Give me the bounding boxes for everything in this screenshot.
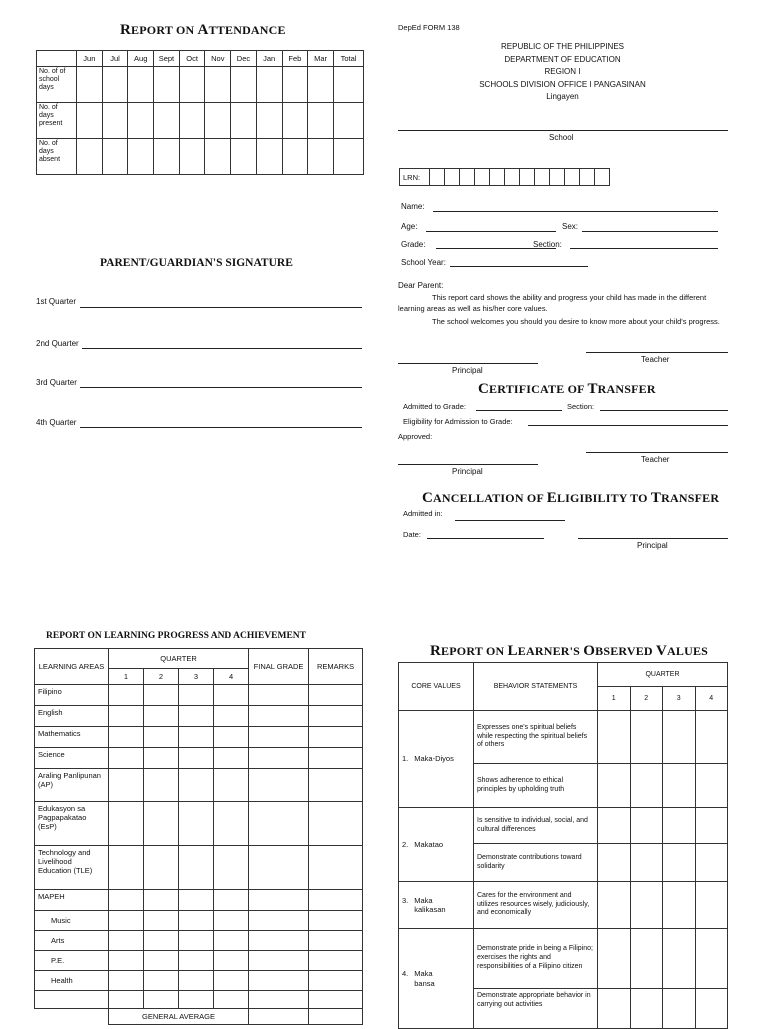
lrn-digit-box[interactable] <box>460 169 475 186</box>
cert-teacher-line[interactable] <box>586 452 728 453</box>
grade-cell[interactable] <box>109 846 144 890</box>
ov-quarter-number: 4 <box>695 687 728 711</box>
grade-cell[interactable] <box>214 685 249 706</box>
behavior-statement: Demonstrate appropriate behavior in carrying out activities <box>474 989 598 1029</box>
month-header: Dec <box>231 51 257 67</box>
grade-cell[interactable] <box>179 769 214 802</box>
admitted-grade-field[interactable] <box>476 410 562 411</box>
lrn-digit-box[interactable] <box>505 169 520 186</box>
quarter-label: 4th Quarter <box>36 418 77 427</box>
teacher-signature-line[interactable] <box>586 352 728 353</box>
remarks-cell[interactable] <box>309 911 363 931</box>
final-grade-cell[interactable] <box>249 685 309 706</box>
month-header: Feb <box>282 51 308 67</box>
grade-cell[interactable] <box>109 931 144 951</box>
principal-label: Principal <box>452 366 483 375</box>
core-value-cell: 1. Maka-Diyos <box>399 711 474 808</box>
quarter-number: 2 <box>144 669 179 685</box>
grade-cell[interactable] <box>109 991 144 1009</box>
school-header <box>430 41 695 104</box>
admitted-in-label: Admitted in: <box>403 509 443 518</box>
lrn-digit-box[interactable] <box>595 169 610 186</box>
attendance-corner-cell <box>37 51 77 67</box>
sex-field[interactable] <box>582 231 718 232</box>
rating-cell[interactable] <box>598 929 631 989</box>
behavior-row <box>399 929 728 989</box>
final-grade-cell[interactable] <box>249 991 309 1009</box>
grade-cell[interactable] <box>179 685 214 706</box>
grade-cell[interactable] <box>179 931 214 951</box>
total-header: Total <box>334 51 364 67</box>
section-label: Section: <box>533 240 562 249</box>
grade-cell[interactable] <box>179 991 214 1009</box>
lrn-digit-box[interactable] <box>445 169 460 186</box>
attendance-cell[interactable] <box>128 103 154 139</box>
month-header: Jul <box>102 51 128 67</box>
attendance-cell[interactable] <box>205 103 231 139</box>
date-field[interactable] <box>427 538 544 539</box>
learning-areas-header: LEARNING AREAS <box>35 649 109 685</box>
attendance-row <box>37 103 364 139</box>
subject-name: Filipino <box>35 685 109 706</box>
attendance-row <box>37 67 364 103</box>
grade-cell[interactable] <box>109 911 144 931</box>
remarks-cell[interactable] <box>309 802 363 846</box>
core-value-cell: 4. Maka bansa <box>399 929 474 1029</box>
cert-teacher-label: Teacher <box>641 455 670 464</box>
rating-cell[interactable] <box>663 989 696 1029</box>
rating-cell[interactable] <box>630 989 663 1029</box>
grade-cell[interactable] <box>179 802 214 846</box>
grade-cell[interactable] <box>144 911 179 931</box>
lrn-digit-box[interactable] <box>580 169 595 186</box>
grade-cell[interactable] <box>144 748 179 769</box>
learning-progress-table <box>34 648 363 1025</box>
lrn-digit-box[interactable] <box>490 169 505 186</box>
final-grade-cell[interactable] <box>249 951 309 971</box>
cert-section-field[interactable] <box>600 410 728 411</box>
school-year-field[interactable] <box>450 266 588 267</box>
certificate-title: CERTIFICATE OF TRANSFER <box>478 381 656 397</box>
rating-cell[interactable] <box>663 808 696 844</box>
grade-cell[interactable] <box>214 890 249 911</box>
attendance-cell[interactable] <box>128 139 154 175</box>
final-grade-cell[interactable] <box>249 911 309 931</box>
grade-cell[interactable] <box>144 685 179 706</box>
subject-name: Edukasyon sa Pagpapakatao (EsP) <box>35 802 109 846</box>
subject-row <box>35 971 363 991</box>
observed-values-title: REPORT ON LEARNER'S OBSERVED VALUES <box>430 643 709 659</box>
subject-name: P.E. <box>35 951 109 971</box>
attendance-cell[interactable] <box>205 67 231 103</box>
final-grade-cell[interactable] <box>249 931 309 951</box>
blank-cell <box>35 991 109 1009</box>
behavior-statement: Expresses one's spiritual beliefs while respecting the spiritual beliefs of others <box>474 711 598 764</box>
admitted-grade-label: Admitted to Grade: <box>403 402 466 411</box>
final-grade-cell[interactable] <box>249 769 309 802</box>
rating-cell[interactable] <box>630 882 663 929</box>
grade-cell[interactable] <box>214 706 249 727</box>
attendance-cell[interactable] <box>77 103 103 139</box>
school-year-label: School Year: <box>401 258 446 267</box>
attendance-cell[interactable] <box>256 67 282 103</box>
parent-signature-title: PARENT/GUARDIAN'S SIGNATURE <box>100 257 293 269</box>
rating-cell[interactable] <box>630 844 663 882</box>
grade-cell[interactable] <box>109 748 144 769</box>
age-label: Age: <box>401 222 418 231</box>
behavior-statement: Cares for the environment and utilizes resources wisely, judiciously, and economically <box>474 882 598 929</box>
grade-cell[interactable] <box>214 951 249 971</box>
grade-cell[interactable] <box>109 802 144 846</box>
lrn-digit-box[interactable] <box>430 169 445 186</box>
grade-cell[interactable] <box>144 846 179 890</box>
remarks-cell[interactable] <box>309 951 363 971</box>
subject-name: English <box>35 706 109 727</box>
age-field[interactable] <box>426 231 556 232</box>
grade-cell[interactable] <box>144 802 179 846</box>
behavior-statement: Demonstrate contributions toward solidarity <box>474 844 598 882</box>
attendance-cell[interactable] <box>231 67 257 103</box>
rating-cell[interactable] <box>598 844 631 882</box>
subject-row <box>35 846 363 890</box>
rating-cell[interactable] <box>663 711 696 764</box>
attendance-cell[interactable] <box>282 103 308 139</box>
attendance-cell[interactable] <box>308 139 334 175</box>
subject-name: MAPEH <box>35 890 109 911</box>
general-average-row <box>35 1009 363 1025</box>
rating-cell[interactable] <box>598 882 631 929</box>
header-line: DEPARTMENT OF EDUCATION <box>504 54 621 64</box>
lrn-label: LRN: <box>400 169 430 186</box>
grade-cell[interactable] <box>144 991 179 1009</box>
core-value-cell: 2. Makatao <box>399 808 474 882</box>
grade-cell[interactable] <box>109 685 144 706</box>
lrn-digit-box[interactable] <box>550 169 565 186</box>
attendance-cell[interactable] <box>256 139 282 175</box>
lrn-digit-box[interactable] <box>535 169 550 186</box>
subject-row <box>35 727 363 748</box>
eligibility-label: Eligibility for Admission to Grade: <box>403 417 513 426</box>
rating-cell[interactable] <box>695 882 728 929</box>
attendance-cell[interactable] <box>154 103 180 139</box>
rating-cell[interactable] <box>695 808 728 844</box>
core-value-name: Maka kalikasan <box>414 895 446 914</box>
grade-cell[interactable] <box>109 727 144 748</box>
attendance-row <box>37 139 364 175</box>
grade-cell[interactable] <box>214 727 249 748</box>
rating-cell[interactable] <box>663 929 696 989</box>
grade-cell[interactable] <box>109 971 144 991</box>
subject-name: Araling Panlipunan (AP) <box>35 769 109 802</box>
general-average-cell[interactable] <box>249 1009 309 1025</box>
subject-row <box>35 748 363 769</box>
attendance-cell[interactable] <box>179 67 205 103</box>
quarter-label: 2nd Quarter <box>36 339 79 348</box>
subject-row <box>35 802 363 846</box>
behavior-statement: Is sensitive to individual, social, and cultural differences <box>474 808 598 844</box>
rating-cell[interactable] <box>598 808 631 844</box>
attendance-cell[interactable] <box>77 139 103 175</box>
final-grade-cell[interactable] <box>249 890 309 911</box>
attendance-cell[interactable] <box>102 67 128 103</box>
signature-line-q4[interactable] <box>80 427 362 428</box>
grade-cell[interactable] <box>109 951 144 971</box>
grade-cell[interactable] <box>179 971 214 991</box>
core-value-name: Maka bansa <box>414 969 435 988</box>
grade-cell[interactable] <box>144 706 179 727</box>
attendance-cell[interactable] <box>282 139 308 175</box>
subject-name: Music <box>35 911 109 931</box>
attendance-cell[interactable] <box>231 139 257 175</box>
grade-cell[interactable] <box>214 802 249 846</box>
grade-cell[interactable] <box>214 748 249 769</box>
quarter-label: 3rd Quarter <box>36 378 77 387</box>
header-line: Lingayen <box>546 92 579 101</box>
grade-cell[interactable] <box>109 769 144 802</box>
lrn-digit-box[interactable] <box>565 169 580 186</box>
attendance-cell[interactable] <box>179 139 205 175</box>
behavior-statement: Shows adherence to ethical principles by upholding truth <box>474 764 598 808</box>
lrn-digit-box[interactable] <box>520 169 535 186</box>
subject-row <box>35 911 363 931</box>
attendance-cell[interactable] <box>308 103 334 139</box>
attendance-cell[interactable] <box>256 103 282 139</box>
subject-row <box>35 769 363 802</box>
grade-cell[interactable] <box>214 971 249 991</box>
general-average-remarks-cell[interactable] <box>309 1009 363 1025</box>
teacher-label: Teacher <box>641 355 670 364</box>
name-label: Name: <box>401 202 425 211</box>
subject-name: Mathematics <box>35 727 109 748</box>
month-header: Jun <box>77 51 103 67</box>
subject-name: Health <box>35 971 109 991</box>
grade-label: Grade: <box>401 240 426 249</box>
header-line: SCHOOLS DIVISION OFFICE I PANGASINAN <box>479 79 646 89</box>
rating-cell[interactable] <box>663 764 696 808</box>
letter-paragraph-2: The school welcomes you should you desire to know more about your child's progress. <box>432 317 720 326</box>
section-field[interactable] <box>570 248 718 249</box>
rating-cell[interactable] <box>695 989 728 1029</box>
grade-cell[interactable] <box>109 890 144 911</box>
cert-principal-label: Principal <box>452 467 483 476</box>
attendance-cell[interactable] <box>282 67 308 103</box>
final-grade-cell[interactable] <box>249 846 309 890</box>
grade-cell[interactable] <box>214 846 249 890</box>
rating-cell[interactable] <box>695 844 728 882</box>
quarter-number: 4 <box>214 669 249 685</box>
quarter-number: 3 <box>179 669 214 685</box>
remarks-cell[interactable] <box>309 685 363 706</box>
signature-line-q1[interactable] <box>80 307 362 308</box>
grade-cell[interactable] <box>144 971 179 991</box>
grade-cell[interactable] <box>179 727 214 748</box>
school-label: School <box>549 133 574 142</box>
final-grade-cell[interactable] <box>249 971 309 991</box>
cancel-principal-label: Principal <box>637 541 668 550</box>
attendance-cell[interactable] <box>128 67 154 103</box>
ov-quarter-header: QUARTER <box>598 663 728 687</box>
attendance-cell[interactable] <box>154 67 180 103</box>
attendance-header-row <box>37 51 364 67</box>
rating-cell[interactable] <box>663 844 696 882</box>
principal-signature-line[interactable] <box>398 363 538 364</box>
behavior-row <box>399 882 728 929</box>
ov-quarter-number: 2 <box>630 687 663 711</box>
rating-cell[interactable] <box>598 711 631 764</box>
attendance-cell[interactable] <box>154 139 180 175</box>
admitted-in-field[interactable] <box>455 520 565 521</box>
subject-row <box>35 890 363 911</box>
attendance-cell[interactable] <box>205 139 231 175</box>
attendance-row-label: No. of days present <box>37 103 77 139</box>
rating-cell[interactable] <box>630 808 663 844</box>
remarks-cell[interactable] <box>309 971 363 991</box>
sex-label: Sex: <box>562 222 579 231</box>
grade-cell[interactable] <box>214 911 249 931</box>
subject-name: Technology and Livelihood Education (TLE) <box>35 846 109 890</box>
core-value-name: Maka-Diyos <box>414 754 454 764</box>
ov-quarter-number: 1 <box>598 687 631 711</box>
rating-cell[interactable] <box>663 882 696 929</box>
month-header: Aug <box>128 51 154 67</box>
header-line: REPUBLIC OF THE PHILIPPINES <box>501 42 624 51</box>
grade-cell[interactable] <box>179 951 214 971</box>
cert-section-label: Section: <box>567 402 595 411</box>
month-header: Sept <box>154 51 180 67</box>
remarks-cell[interactable] <box>309 706 363 727</box>
letter-greeting: Dear Parent: <box>398 281 444 290</box>
rating-cell[interactable] <box>630 711 663 764</box>
subject-row <box>35 931 363 951</box>
attendance-cell[interactable] <box>334 103 364 139</box>
remarks-cell[interactable] <box>309 991 363 1009</box>
subject-row <box>35 685 363 706</box>
quarter-label: 1st Quarter <box>36 297 77 306</box>
rating-cell[interactable] <box>695 929 728 989</box>
behavior-statement: Demonstrate pride in being a Filipino; exercises the rights and responsibilities of a Filipino citizen <box>474 929 598 989</box>
name-field[interactable] <box>433 211 718 212</box>
attendance-table <box>36 50 364 175</box>
blank-row <box>35 991 363 1009</box>
lrn-boxes <box>399 168 610 186</box>
approved-label: Approved: <box>398 432 433 441</box>
attendance-row-label: No. of days absent <box>37 139 77 175</box>
letter-paragraph-1: This report card shows the ability and progress your child has made in the different learning areas as well as his/her core values. <box>398 293 707 313</box>
grade-cell[interactable] <box>144 931 179 951</box>
grade-cell[interactable] <box>109 706 144 727</box>
grade-cell[interactable] <box>179 911 214 931</box>
attendance-cell[interactable] <box>308 67 334 103</box>
attendance-cell[interactable] <box>102 103 128 139</box>
form-number: DepEd FORM 138 <box>398 23 460 32</box>
rating-cell[interactable] <box>598 989 631 1029</box>
remarks-cell[interactable] <box>309 931 363 951</box>
remarks-header: REMARKS <box>309 649 363 685</box>
subject-name: Science <box>35 748 109 769</box>
grade-cell[interactable] <box>214 991 249 1009</box>
cert-principal-line[interactable] <box>398 464 538 465</box>
attendance-cell[interactable] <box>334 67 364 103</box>
month-header: Mar <box>308 51 334 67</box>
remarks-cell[interactable] <box>309 890 363 911</box>
subject-name: Arts <box>35 931 109 951</box>
core-value-name: Makatao <box>414 839 444 849</box>
final-grade-cell[interactable] <box>249 727 309 748</box>
rating-cell[interactable] <box>630 929 663 989</box>
school-line[interactable] <box>398 130 728 131</box>
learning-progress-title: REPORT ON LEARNING PROGRESS AND ACHIEVEMENT <box>46 631 306 641</box>
attendance-row-label: No. of of school days <box>37 67 77 103</box>
remarks-cell[interactable] <box>309 748 363 769</box>
final-grade-header: FINAL GRADE <box>249 649 309 685</box>
final-grade-cell[interactable] <box>249 706 309 727</box>
core-values-header: CORE VALUES <box>399 663 474 711</box>
general-average-label: GENERAL AVERAGE <box>109 1009 249 1025</box>
behavior-row <box>399 808 728 844</box>
grade-cell[interactable] <box>214 769 249 802</box>
attendance-cell[interactable] <box>102 139 128 175</box>
ov-quarter-number: 3 <box>663 687 696 711</box>
grade-cell[interactable] <box>179 706 214 727</box>
behavior-row <box>399 711 728 764</box>
attendance-cell[interactable] <box>334 139 364 175</box>
subject-row <box>35 706 363 727</box>
quarter-number: 1 <box>109 669 144 685</box>
signature-line-q3[interactable] <box>80 387 362 388</box>
core-value-cell: 3. Maka kalikasan <box>399 882 474 929</box>
rating-cell[interactable] <box>695 764 728 808</box>
remarks-cell[interactable] <box>309 769 363 802</box>
signature-line-q2[interactable] <box>82 348 362 349</box>
month-header: Jan <box>256 51 282 67</box>
blank-cell <box>35 1009 109 1025</box>
final-grade-cell[interactable] <box>249 748 309 769</box>
quarter-header: QUARTER <box>109 649 249 669</box>
grade-cell[interactable] <box>144 890 179 911</box>
grade-cell[interactable] <box>179 890 214 911</box>
eligibility-field[interactable] <box>528 425 728 426</box>
grade-cell[interactable] <box>144 769 179 802</box>
rating-cell[interactable] <box>630 764 663 808</box>
final-grade-cell[interactable] <box>249 802 309 846</box>
cancellation-title: CANCELLATION OF ELIGIBILITY TO TRANSFER <box>422 490 720 506</box>
cancel-principal-line[interactable] <box>578 538 728 539</box>
subject-row <box>35 951 363 971</box>
attendance-cell[interactable] <box>231 103 257 139</box>
attendance-title: REPORT ON ATTENDANCE <box>120 22 286 38</box>
lrn-digit-box[interactable] <box>475 169 490 186</box>
remarks-cell[interactable] <box>309 727 363 748</box>
rating-cell[interactable] <box>695 711 728 764</box>
remarks-cell[interactable] <box>309 846 363 890</box>
observed-values-table <box>398 662 728 1029</box>
grade-cell[interactable] <box>179 748 214 769</box>
date-label: Date: <box>403 530 421 539</box>
attendance-cell[interactable] <box>179 103 205 139</box>
grade-cell[interactable] <box>179 846 214 890</box>
rating-cell[interactable] <box>598 764 631 808</box>
month-header: Oct <box>179 51 205 67</box>
grade-cell[interactable] <box>214 931 249 951</box>
header-line: REGION I <box>544 67 581 76</box>
month-header: Nov <box>205 51 231 67</box>
grade-cell[interactable] <box>144 727 179 748</box>
grade-cell[interactable] <box>144 951 179 971</box>
attendance-cell[interactable] <box>77 67 103 103</box>
behavior-statements-header: BEHAVIOR STATEMENTS <box>474 663 598 711</box>
